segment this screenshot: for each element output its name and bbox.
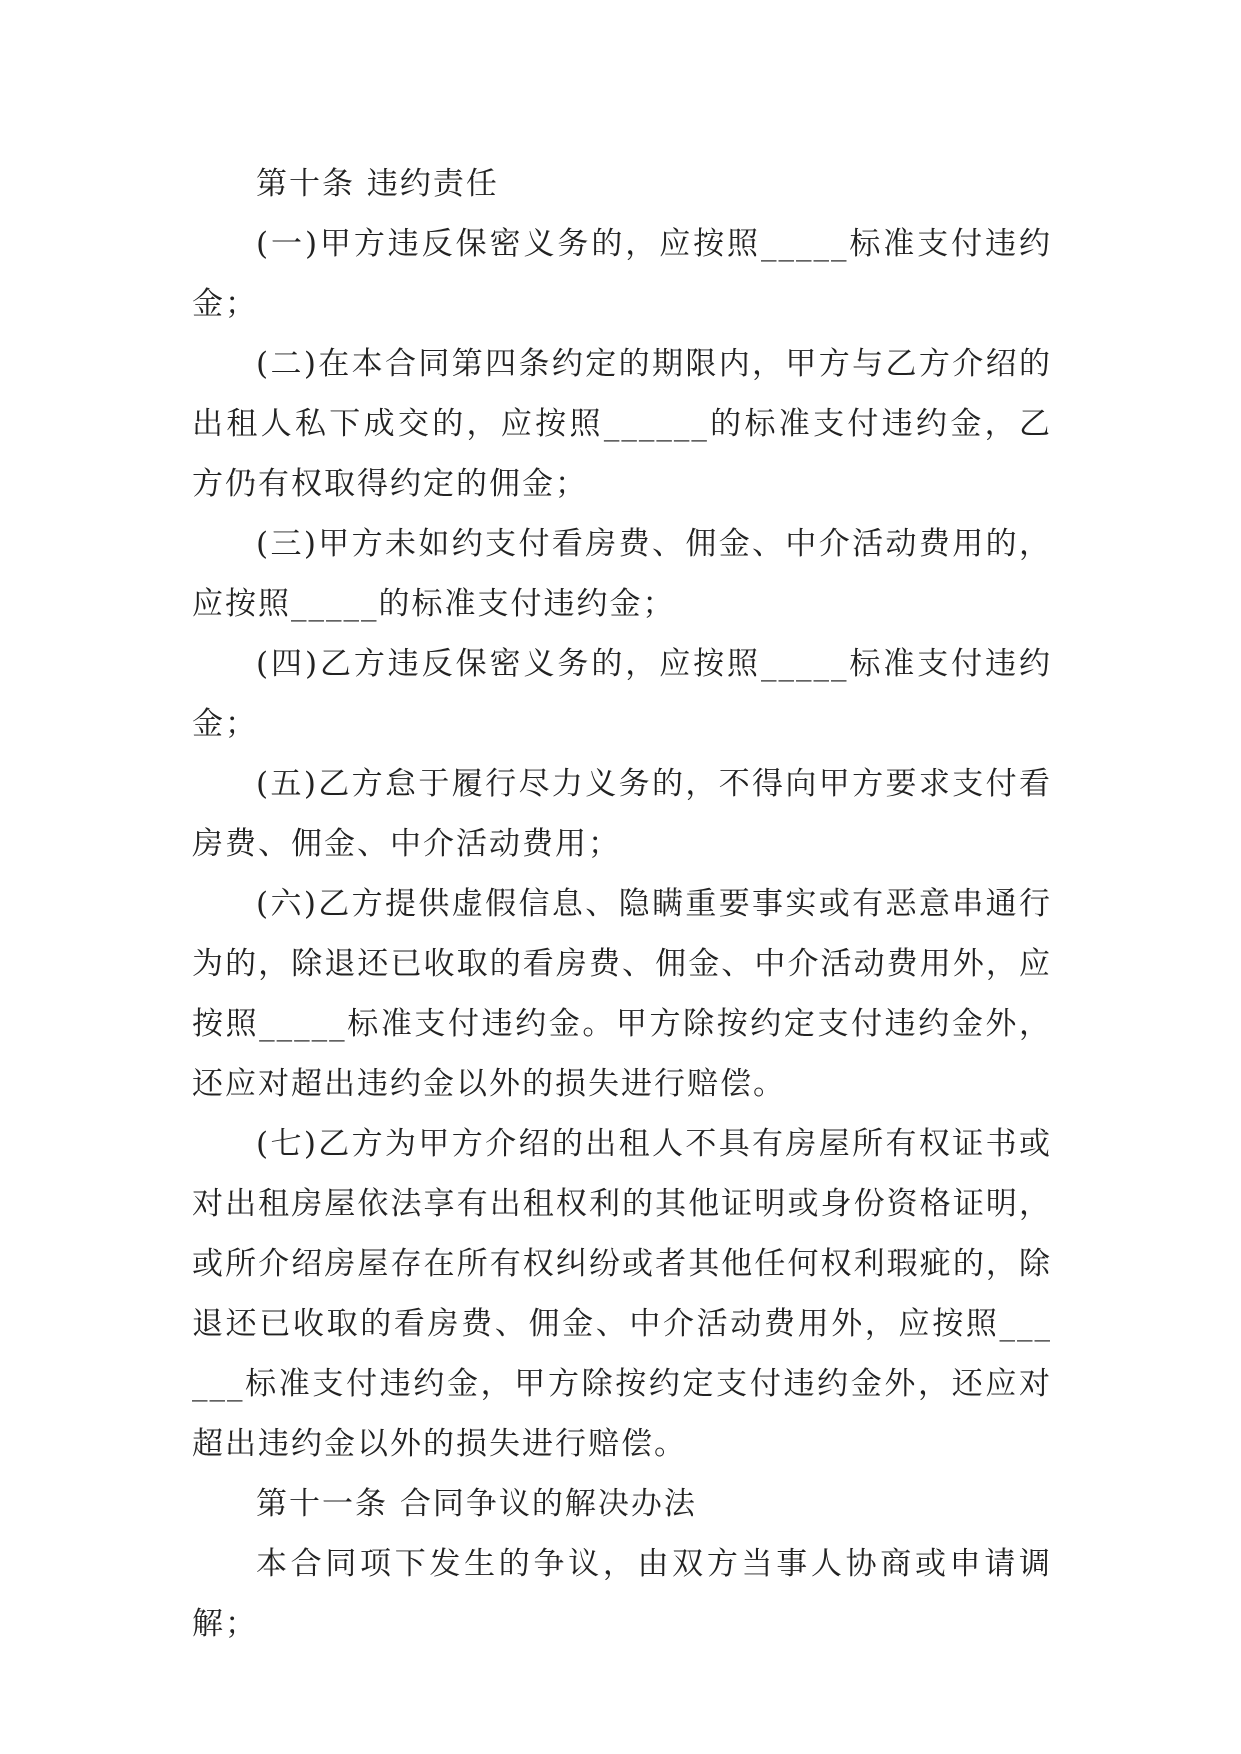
clause-6: (六)乙方提供虚假信息、隐瞒重要事实或有恶意串通行为的，除退还已收取的看房费、佣金、中介活动费用外，应按照_____标准支付违约金。甲方除按约定支付违约金外，还应对超出违约金以外的损失进行赔偿。 [192, 886, 1052, 1102]
clause-1: (一)甲方违反保密义务的，应按照_____标准支付违约金； [192, 226, 1052, 322]
clause-5: (五)乙方怠于履行尽力义务的，不得向甲方要求支付看房费、佣金、中介活动费用； [192, 766, 1052, 862]
article-11-text: 本合同项下发生的争议，由双方当事人协商或申请调解； [192, 1546, 1052, 1642]
clause-4: (四)乙方违反保密义务的，应按照_____标准支付违约金； [192, 646, 1052, 742]
clause-3: (三)甲方未如约支付看房费、佣金、中介活动费用的，应按照_____的标准支付违约金； [192, 526, 1052, 622]
article-11-heading: 第十一条 合同争议的解决办法 [256, 1486, 697, 1522]
clause-2: (二)在本合同第四条约定的期限内，甲方与乙方介绍的出租人私下成交的，应按照______的标准支付违约金，乙方仍有权取得约定的佣金； [192, 346, 1052, 502]
document-body [192, 154, 1052, 1654]
article-10-heading: 第十条 违约责任 [256, 166, 499, 202]
clause-7: (七)乙方为甲方介绍的出租人不具有房屋所有权证书或对出租房屋依法享有出租权利的其他证明或身份资格证明，或所介绍房屋存在所有权纠纷或者其他任何权利瑕疵的，除退还已收取的看房费、佣金、中介活动费用外，应按照______标准支付违约金，甲方除按约定支付违约金外，还应对超出违约金以外的损失进行赔偿。 [192, 1126, 1052, 1462]
